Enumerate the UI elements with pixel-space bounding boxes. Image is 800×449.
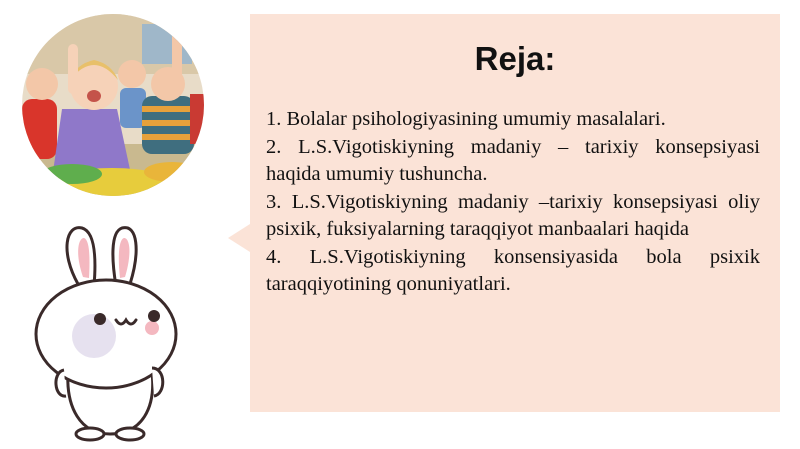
plan-item-1: 1. Bolalar psihologiyasining umumiy masalalari. — [266, 108, 666, 130]
plan-item-4: 4. L.S.Vigotiskiyning konsensiyasida bola psixik taraqqiyotining qonuniyatlari. — [266, 245, 760, 295]
bubble-tail — [228, 224, 250, 252]
children-photo — [22, 14, 204, 196]
plan-item-2: 2. L.S.Vigotiskiyning madaniy – tarixiy konsepsiyasi haqida umumiy tushuncha. — [266, 135, 760, 185]
slide-title: Reja: — [474, 40, 556, 77]
plan-item-3: 3. L.S.Vigotiskiyning madaniy –tarixiy konsepsiyasi oliy psixik, fuksiyalarning taraqqiyot manbaalari haqida — [266, 190, 760, 240]
bunny-illustration — [30, 222, 200, 442]
plan-list — [266, 106, 760, 299]
